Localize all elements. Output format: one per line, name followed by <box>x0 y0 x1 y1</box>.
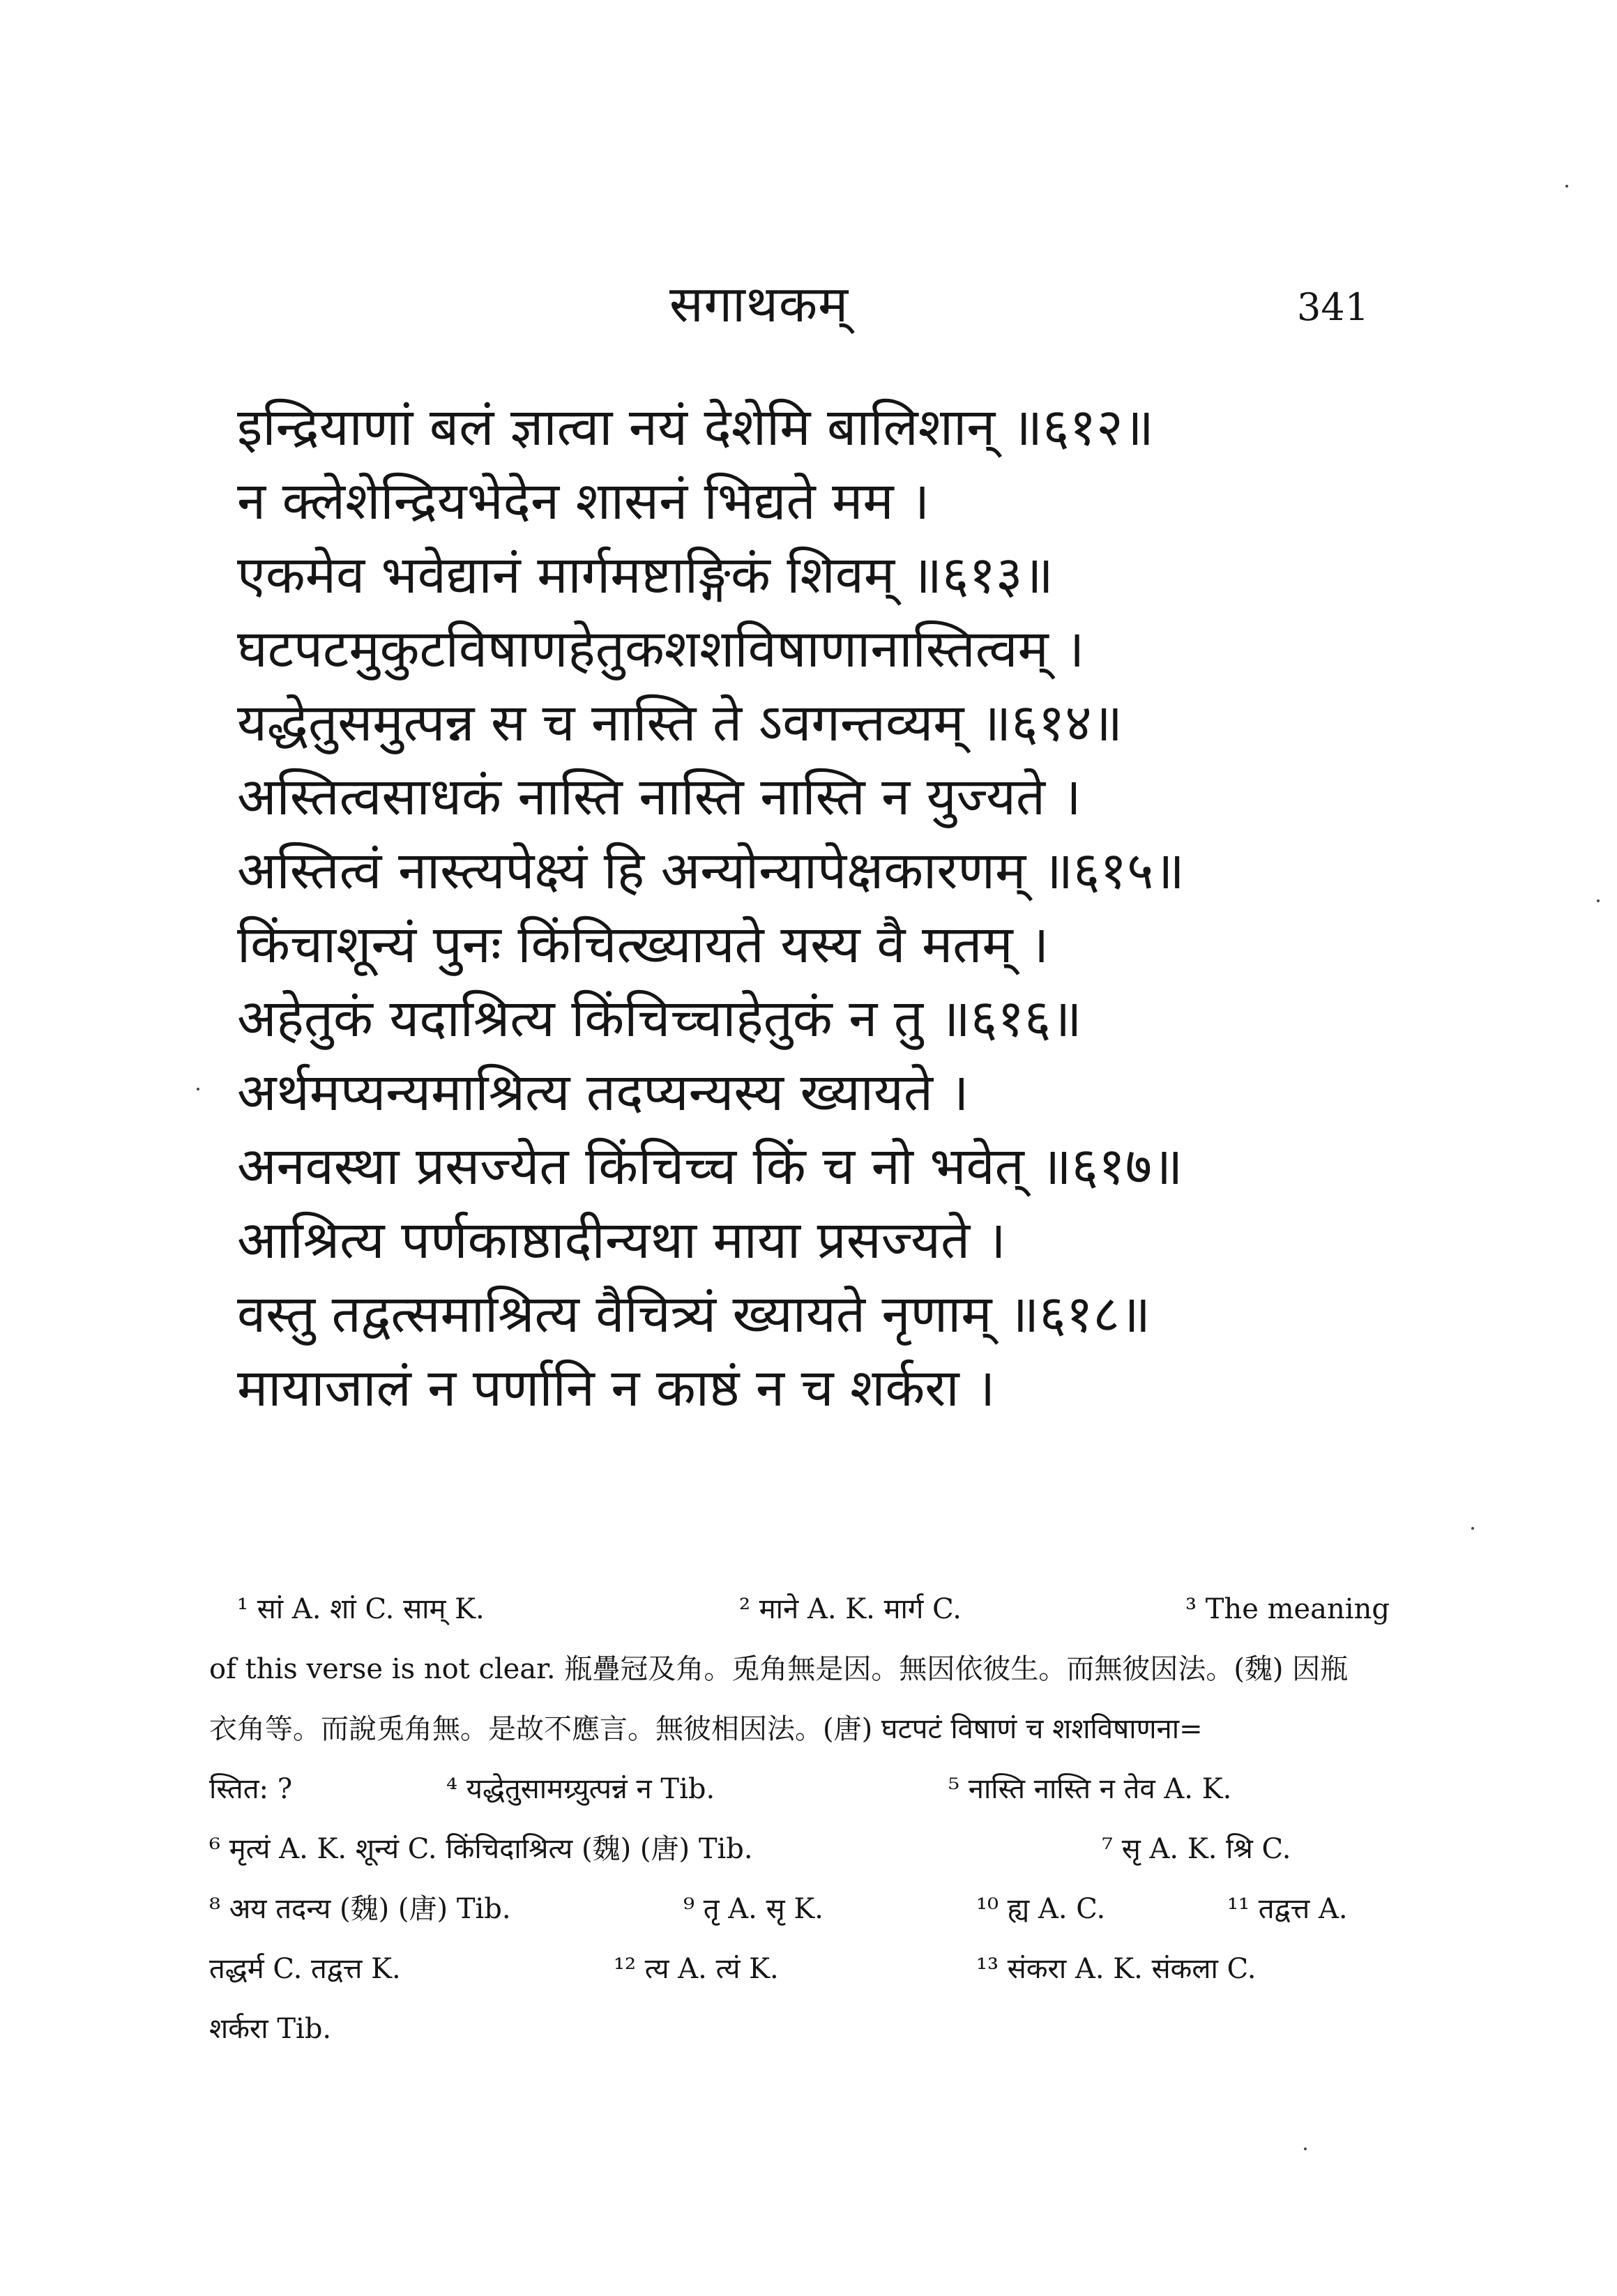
footnote-11: ¹¹ तद्वत्त A. <box>1227 1893 1348 1925</box>
footnote-1: ¹ सां A. शां C. साम् K. <box>237 1593 485 1625</box>
footnote-3-end: स्तित: ? <box>209 1773 293 1805</box>
verse-line-615a: अस्तित्वसाधकं नास्ति नास्ति नास्ति न युज्यते । <box>237 767 1081 827</box>
footnote-10: ¹⁰ ह्य A. C. <box>976 1893 1106 1925</box>
footnote-6: ⁶ मृत्यं A. K. शून्यं C. किंचिदाश्रित्य (魏) (唐) Tib. <box>209 1833 753 1865</box>
footnote-row <box>209 1699 1409 1759</box>
verse-line-619a: मायाजालं न पर्णानि न काष्ठं न च शर्करा । <box>237 1358 996 1418</box>
scan-speck <box>1565 185 1568 188</box>
footnote-11-cont: तद्धर्म C. तद्वत्त K. <box>209 1953 401 1985</box>
footnote-5: ⁵ नास्ति नास्ति न तेव A. K. <box>948 1773 1232 1805</box>
verse-line-618a: आश्रित्य पर्णकाष्ठादीन्यथा माया प्रसज्यते । <box>237 1210 1006 1270</box>
footnote-row <box>209 1579 1409 1639</box>
footnote-13-cont: शर्करा Tib. <box>209 2013 332 2045</box>
scan-speck <box>197 1088 199 1090</box>
verse-line-618b: वस्तु तद्वत्समाश्रित्य वैचित्र्यं ख्यायते नृणाम् ॥६१८॥ <box>237 1284 1151 1344</box>
scan-speck <box>1304 2147 1307 2150</box>
verse-block <box>237 390 1422 1425</box>
footnote-row <box>209 1819 1409 1879</box>
verse-line-614a: घटपटमुकुटविषाणहेतुकशशविषाणानास्तित्वम् । <box>237 619 1085 679</box>
footnote-3-start: ³ The meaning <box>1185 1593 1390 1625</box>
footnote-row <box>209 1879 1409 1939</box>
footnote-3-line-3: 衣角等。而說兎角無。是故不應言。無彼相因法。(唐) घटपटं विषाणं च शशविषाणना= <box>209 1713 1203 1745</box>
footnote-row <box>209 1999 1409 2059</box>
verse-line-616a: किंचाशून्यं पुनः किंचित्ख्यायते यस्य वै मतम् । <box>237 915 1049 975</box>
footnote-12: ¹² त्य A. त्यं K. <box>614 1953 779 1985</box>
verse-line-617b: अनवस्था प्रसज्येत किंचिच्च किं च नो भवेत् ॥६१७॥ <box>237 1136 1183 1196</box>
verse-line-616b: अहेतुकं यदाश्रित्य किंचिच्चाहेतुकं न तु ॥६१६॥ <box>237 989 1082 1049</box>
footnote-3-line-2: of this verse is not clear. 瓶疊冠及角。兎角無是因。無因依彼生。而無彼因法。(魏) 因瓶 <box>209 1653 1349 1685</box>
footnote-row <box>209 1639 1409 1699</box>
footnote-8: ⁸ अय तदन्य (魏) (唐) Tib. <box>209 1893 511 1925</box>
footnote-7: ⁷ सृ A. K. श्रि C. <box>1102 1833 1291 1865</box>
scan-speck <box>1471 1527 1474 1530</box>
footnote-4: ⁴ यद्धेतुसामग्र्युत्पन्नं न Tib. <box>446 1773 715 1805</box>
verse-line-615b: अस्तित्वं नास्त्यपेक्ष्यं हि अन्योन्यापेक्षकारणम् ॥६१५॥ <box>237 841 1185 901</box>
footnote-row <box>209 1939 1409 1999</box>
verse-line-614b: यद्धेतुसमुत्पन्न स च नास्ति ते ऽवगन्तव्यम् ॥६१४॥ <box>237 693 1123 753</box>
scan-speck <box>1597 899 1600 902</box>
footnote-2: ² माने A. K. मार्ग C. <box>739 1593 962 1625</box>
verse-line-617a: अर्थमप्यन्यमाश्रित्य तदप्यन्यस्य ख्यायते । <box>237 1063 969 1123</box>
footnotes <box>209 1579 1409 2059</box>
footnote-9: ⁹ तृ A. सृ K. <box>683 1893 823 1925</box>
footnote-13: ¹³ संकरा A. K. संकला C. <box>976 1953 1257 1985</box>
page-number: 341 <box>1297 285 1369 329</box>
verse-line-613a: न क्लेशेन्द्रियभेदेन शासनं भिद्यते मम । <box>237 471 930 531</box>
running-title: सगाथकम् <box>669 275 849 333</box>
footnote-row <box>209 1759 1409 1819</box>
verse-line-612a: इन्द्रियाणां बलं ज्ञात्वा नयं देशेमि बालिशान् ॥६१२॥ <box>237 397 1154 457</box>
verse-line-613b: एकमेव भवेद्यानं मार्गमष्टाङ्गिकं शिवम् ॥६१३॥ <box>237 545 1054 605</box>
